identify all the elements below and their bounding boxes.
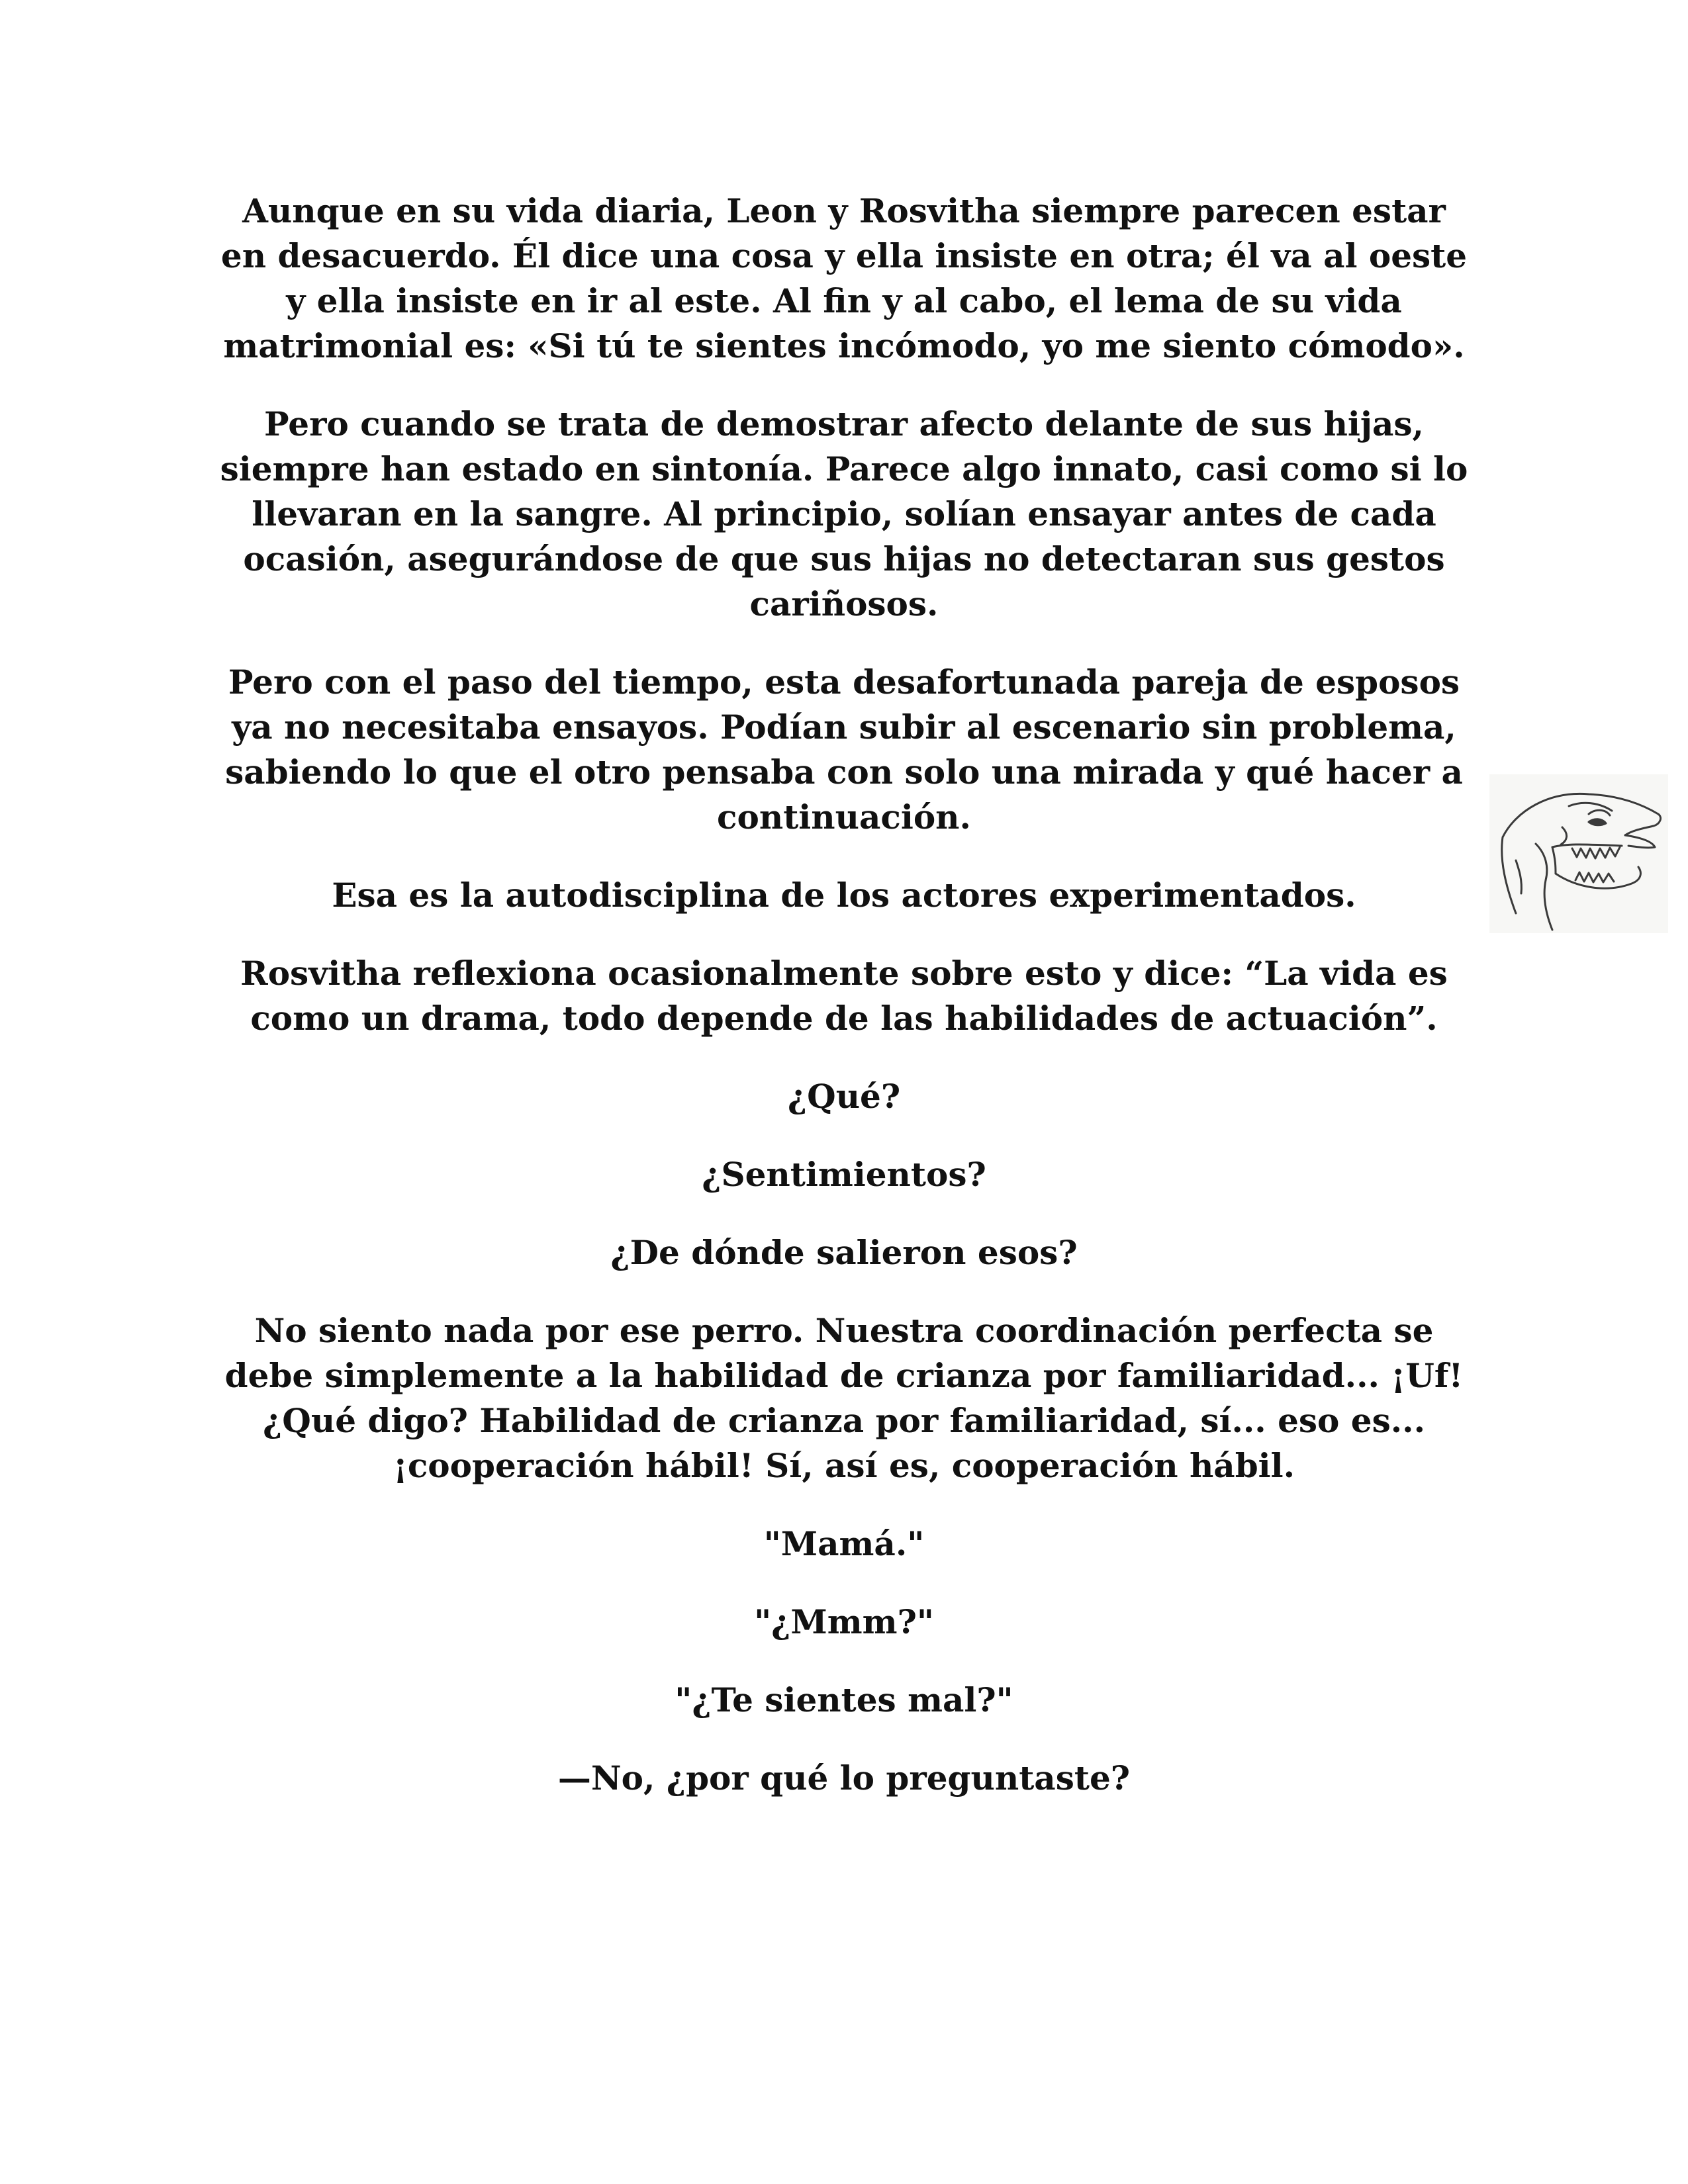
- paragraph: —No, ¿por qué lo preguntaste?: [557, 1758, 1131, 1797]
- paragraph: Pero cuando se trata de demostrar afecto delante de sus hijas, siempre han estado en sintonía. Parece algo innato, casi como si lo llevaran en la sangre. Al principio, solían ensayar antes de cada ocasión, asegurándose de que sus hijas no detectaran sus gestos cariñosos.: [220, 404, 1468, 623]
- text-body: [218, 189, 1470, 1834]
- paragraph: Esa es la autodisciplina de los actores experimentados.: [332, 876, 1356, 915]
- paragraph: Aunque en su vida diaria, Leon y Rosvitha siempre parecen estar en desacuerdo. Él dice una cosa y ella insiste en otra; él va al oeste y ella insiste en ir al este. Al fin y al cabo, el lema de su vida matrimonial es: «Si tú te sientes incómodo, yo me siento cómodo».: [220, 191, 1468, 365]
- paragraph: ¿De dónde salieron esos?: [610, 1233, 1078, 1272]
- paragraph: Rosvitha reflexiona ocasionalmente sobre esto y dice: “La vida es como un drama, todo depende de las habilidades de actuación”.: [240, 954, 1448, 1038]
- paragraph: ¿Qué?: [787, 1077, 901, 1116]
- paragraph: No siento nada por ese perro. Nuestra coordinación perfecta se debe simplemente a la habilidad de crianza por familiaridad... ¡Uf! ¿Qué digo? Habilidad de crianza por familiaridad, sí... eso es... ¡cooperación hábil! Sí, así es, cooperación hábil.: [224, 1311, 1464, 1485]
- paragraph: "¿Te sientes mal?": [675, 1680, 1013, 1719]
- paragraph: ¿Sentimientos?: [702, 1155, 986, 1194]
- paragraph: "Mamá.": [763, 1524, 925, 1563]
- dinosaur-head-sketch-icon: [1489, 774, 1668, 933]
- paragraph: "¿Mmm?": [754, 1602, 934, 1641]
- paragraph: Pero con el paso del tiempo, esta desafortunada pareja de esposos ya no necesitaba ensayos. Podían subir al escenario sin problema, sabiendo lo que el otro pensaba con solo una mirada y qué hacer a continuación.: [225, 662, 1463, 837]
